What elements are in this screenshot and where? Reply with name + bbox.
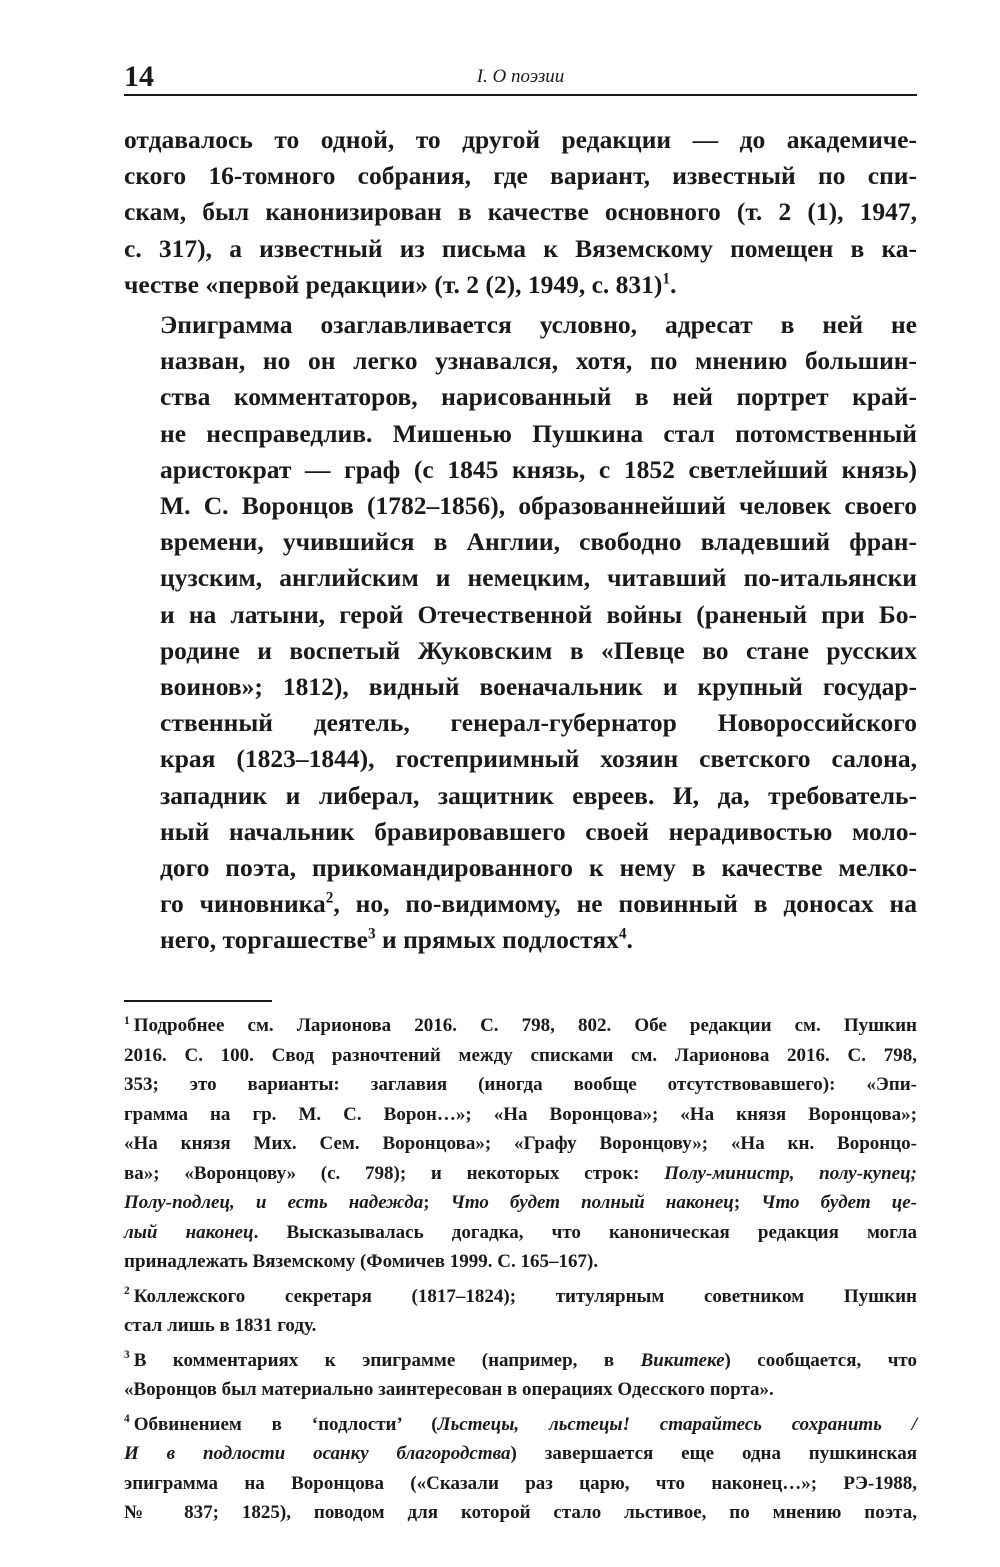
text-run: честве «первой редакции» (т. 2 (2), 1949, с. 831): [124, 269, 663, 299]
footnote-ref: 1: [662, 270, 671, 288]
footnote-2: [124, 1282, 917, 1341]
text-line: № 837; 1825), поводом для которой стало льстивое, по мнению поэта,: [124, 1502, 917, 1523]
text-line: цузским, английским и немецким, читавший по-итальянски: [160, 563, 917, 593]
footnote-ref: 3: [368, 925, 376, 943]
text-line: эпиграмма на Воронцова («Сказали раз царю, что наконец…»; РЭ-1988,: [124, 1472, 917, 1494]
text-line: принадлежать Вяземскому (Фомичев 1999. С. 165–167).: [124, 1251, 599, 1272]
text-run: Что будет полный наконец: [450, 1192, 734, 1213]
text-line: назван, но он легко узнавался, хотя, по мнению большин-: [160, 346, 917, 376]
text-line: грамма на гр. М. С. Ворон…»; «На Воронцова»; «На князя Воронцова»;: [124, 1103, 917, 1125]
text-run: Льстецы, льстецы! старайтесь сохранить /: [437, 1413, 917, 1435]
text-line: Эпиграмма озаглавливается условно, адресат в ней не: [160, 310, 917, 340]
text-line: ского 16-томного собрания, где вариант, известный по спи-: [124, 161, 917, 191]
text-line: западник и либерал, защитник евреев. И, да, требователь-: [160, 780, 917, 810]
text-run: него, торгашестве: [160, 925, 368, 955]
text-line: [124, 922, 917, 958]
text-line: родине и воспетый Жуковским в «Певце во стане русских: [160, 635, 917, 665]
footnote-separator: [124, 1000, 272, 1002]
main-text: [124, 122, 917, 959]
text-line: «На князя Мих. Сем. Воронцова»; «Графу Воронцову»; «На кн. Воронцо-: [124, 1133, 917, 1154]
paragraph-1: [124, 122, 917, 303]
text-run: Викитеке: [640, 1349, 725, 1371]
text-run: Обвинением в ‘подлости’ (: [133, 1413, 438, 1435]
text-run: ;: [423, 1192, 451, 1213]
footnotes: [124, 1011, 917, 1533]
footnote-number: 2: [124, 1285, 130, 1298]
footnote-number: 4: [124, 1413, 130, 1426]
text-line: аристократ — граф (с 1845 князь, с 1852 светлейший князь): [160, 454, 917, 484]
text-line: 353; это варианты: заглавия (иногда вообще отсутствовавшего): «Эпи-: [124, 1074, 917, 1095]
text-line: [124, 267, 917, 303]
text-line: [124, 1159, 917, 1189]
text-run: , но, по-видимому, не повинный в доносах на: [333, 889, 917, 919]
text-line: и на латыни, герой Отечественной войны (раненый при Бо-: [160, 599, 917, 629]
footnote-number: 1: [124, 1014, 130, 1027]
running-title: I. О поэзии: [476, 66, 565, 87]
text-run: Полу-подлец, и есть надежда: [124, 1192, 424, 1213]
footnote-1: [124, 1011, 917, 1277]
text-run: и прямых подлостях: [375, 925, 619, 955]
text-line: скам, был канонизирован в качестве основного (т. 2 (1), 1947,: [124, 197, 917, 227]
text-line: времени, учившийся в Англии, свободно владевший фран-: [160, 527, 917, 557]
page-number: 14: [124, 60, 154, 93]
footnote-ref: 4: [618, 925, 627, 943]
footnote-4: [124, 1410, 917, 1528]
text-run: Что будет це-: [761, 1192, 918, 1213]
text-line: [124, 1282, 917, 1312]
text-run: . Высказывалась догадка, что каноническая редакция могла: [253, 1221, 917, 1243]
text-run: лый наконец: [124, 1221, 254, 1243]
text-run: Полу-министр, полу-купец;: [664, 1162, 917, 1184]
text-run: ;: [733, 1192, 762, 1213]
text-line: стал лишь в 1831 году.: [124, 1315, 317, 1336]
text-line: 2016. С. 100. Свод разночтений между списками см. Ларионова 2016. С. 798,: [124, 1044, 917, 1066]
text-line: [124, 1439, 917, 1469]
text-run: В комментариях к эпиграмме (например, в: [133, 1349, 641, 1371]
text-line: не несправедлив. Мишенью Пушкина стал потомственный: [160, 418, 917, 448]
text-line: [124, 1218, 917, 1248]
text-line: [124, 1188, 917, 1218]
text-line: ный начальник бравировавшего своей нерадивостью моло-: [160, 816, 917, 846]
text-line: дого поэта, прикомандированного к нему в качестве мелко-: [160, 853, 917, 883]
text-run: ) сообщается, что: [724, 1349, 917, 1371]
footnote-ref: 2: [325, 889, 334, 907]
footnote-number: 3: [124, 1349, 130, 1362]
text-line: края (1823–1844), гостеприимный хозяин светского салона,: [160, 744, 917, 774]
text-run: .: [626, 925, 633, 955]
text-line: ственный деятель, генерал-губернатор Новороссийского: [160, 708, 917, 738]
text-line: отдавалось то одной, то другой редакции — до академиче-: [124, 125, 917, 154]
text-line: [124, 1346, 917, 1376]
text-line: [124, 886, 917, 922]
text-line: [124, 1011, 917, 1041]
text-line: ства комментаторов, нарисованный в ней портрет край-: [160, 382, 917, 412]
page-header: [124, 58, 917, 96]
text-line: воинов»; 1812), видный военачальник и крупный государ-: [160, 672, 917, 702]
footnote-3: [124, 1346, 917, 1405]
text-line: «Воронцов был материально заинтересован в операциях Одесского порта».: [124, 1379, 774, 1400]
text-run: .: [670, 269, 677, 299]
text-run: ) завершается еще одна пушкинская: [510, 1443, 917, 1464]
text-line: [124, 1410, 917, 1440]
text-line: М. С. Воронцов (1782–1856), образованнейший человек своего: [160, 491, 917, 521]
text-run: И в подлости осанку благородства: [124, 1443, 511, 1464]
text-run: Коллежского секретаря (1817–1824); титулярным советником Пушкин: [133, 1285, 917, 1307]
text-run: го чиновника: [160, 889, 326, 919]
text-line: с. 317), а известный из письма к Вяземскому помещен в ка-: [124, 233, 917, 263]
text-run: ва»; «Воронцову» (с. 798); и некоторых строк:: [124, 1162, 665, 1184]
paragraph-2: [124, 307, 917, 959]
text-run: Подробнее см. Ларионова 2016. С. 798, 802. Обе редакции см. Пушкин: [133, 1015, 917, 1036]
